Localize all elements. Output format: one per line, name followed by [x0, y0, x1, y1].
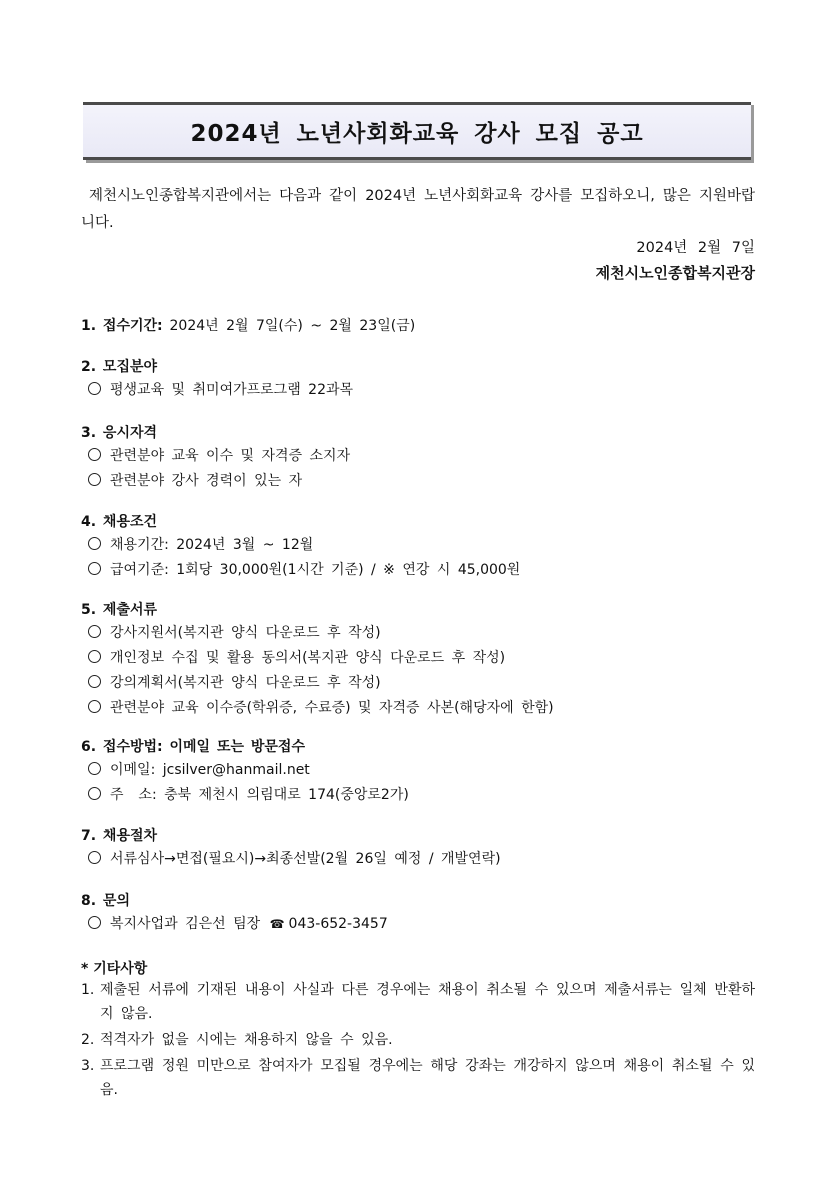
section-employment-conditions: [81, 511, 761, 583]
section-application-method: [81, 736, 761, 808]
section-heading: 6. 접수방법: 이메일 또는 방문접수: [81, 739, 305, 755]
list-item: 관련분야 교육 이수 및 자격증 소지자: [81, 444, 761, 469]
organization-signature: 제천시노인종합복지관장: [595, 264, 755, 282]
circle-bullet-icon: [88, 650, 101, 663]
list-item: 서류심사→면접(필요시)→최종선발(2월 26일 예정 / 개발연락): [81, 847, 761, 872]
intro-paragraph: 제천시노인종합복지관에서는 다음과 같이 2024년 노년사회화교육 강사를 모집하오니, 많은 지원바랍니다.: [81, 188, 755, 231]
section-inquiry: [81, 890, 761, 937]
contact-phone: 043-652-3457: [288, 916, 388, 932]
section-heading: 5. 제출서류: [81, 602, 158, 618]
circle-bullet-icon: [88, 473, 101, 486]
list-item: 2. 적격자가 없을 시에는 채용하지 않을 수 있음.: [81, 1032, 393, 1048]
section-heading: 2. 모집분야: [81, 359, 158, 375]
section-heading: 1. 접수기간:: [81, 318, 163, 334]
announcement-date: 2024년 2월 7일: [636, 240, 755, 256]
section-heading: 8. 문의: [81, 893, 130, 909]
list-item: 1. 제출된 서류에 기재된 내용이 사실과 다른 경우에는 채용이 취소될 수 있으며 제출서류는 일체 반환하지 않음.: [81, 982, 755, 1022]
circle-bullet-icon: [88, 382, 101, 395]
section-hiring-process: [81, 825, 761, 872]
circle-bullet-icon: [88, 675, 101, 688]
circle-bullet-icon: [88, 448, 101, 461]
list-item: 채용기간: 2024년 3월 ~ 12월: [81, 533, 761, 558]
phone-icon: ☎: [269, 917, 285, 931]
list-item: 관련분야 강사 경력이 있는 자: [81, 469, 761, 494]
title-banner: [83, 102, 751, 160]
application-period-value: 2024년 2월 7일(수) ~ 2월 23일(금): [169, 318, 416, 334]
section-heading: 4. 채용조건: [81, 514, 158, 530]
circle-bullet-icon: [88, 562, 101, 575]
circle-bullet-icon: [88, 700, 101, 713]
circle-bullet-icon: [88, 537, 101, 550]
list-item: 강사지원서(복지관 양식 다운로드 후 작성): [81, 621, 761, 646]
section-qualifications: [81, 422, 761, 494]
list-item: 관련분야 교육 이수증(학위증, 수료증) 및 자격증 사본(해당자에 한함): [81, 696, 761, 721]
circle-bullet-icon: [88, 851, 101, 864]
section-heading: 3. 응시자격: [81, 425, 158, 441]
list-item: 개인정보 수집 및 활용 동의서(복지관 양식 다운로드 후 작성): [81, 646, 761, 671]
list-item: 3. 프로그램 정원 미만으로 참여자가 모집될 경우에는 해당 강좌는 개강하지 않으며 채용이 취소될 수 있음.: [81, 1058, 755, 1098]
circle-bullet-icon: [88, 762, 101, 775]
list-item: 급여기준: 1회당 30,000원(1시간 기준) / ※ 연강 시 45,000원: [81, 558, 761, 583]
circle-bullet-icon: [88, 787, 101, 800]
section-required-documents: [81, 599, 761, 721]
list-item: [81, 912, 761, 937]
etc-heading: * 기타사항: [81, 961, 148, 977]
circle-bullet-icon: [88, 916, 101, 929]
page-title: 2024년 노년사회화교육 강사 모집 공고: [190, 120, 644, 147]
section-application-period: [81, 315, 761, 337]
list-item: 이메일: jcsilver@hanmail.net: [81, 758, 761, 783]
contact-name: 복지사업과 김은선 팀장: [110, 916, 261, 932]
list-item: 강의계획서(복지관 양식 다운로드 후 작성): [81, 671, 761, 696]
list-item: 주 소: 충북 제천시 의림대로 174(중앙로2가): [81, 783, 761, 808]
list-item: 평생교육 및 취미여가프로그램 22과목: [81, 378, 761, 403]
section-recruitment-field: [81, 356, 761, 403]
circle-bullet-icon: [88, 625, 101, 638]
etc-list: [81, 978, 755, 1104]
section-heading: 7. 채용절차: [81, 828, 158, 844]
